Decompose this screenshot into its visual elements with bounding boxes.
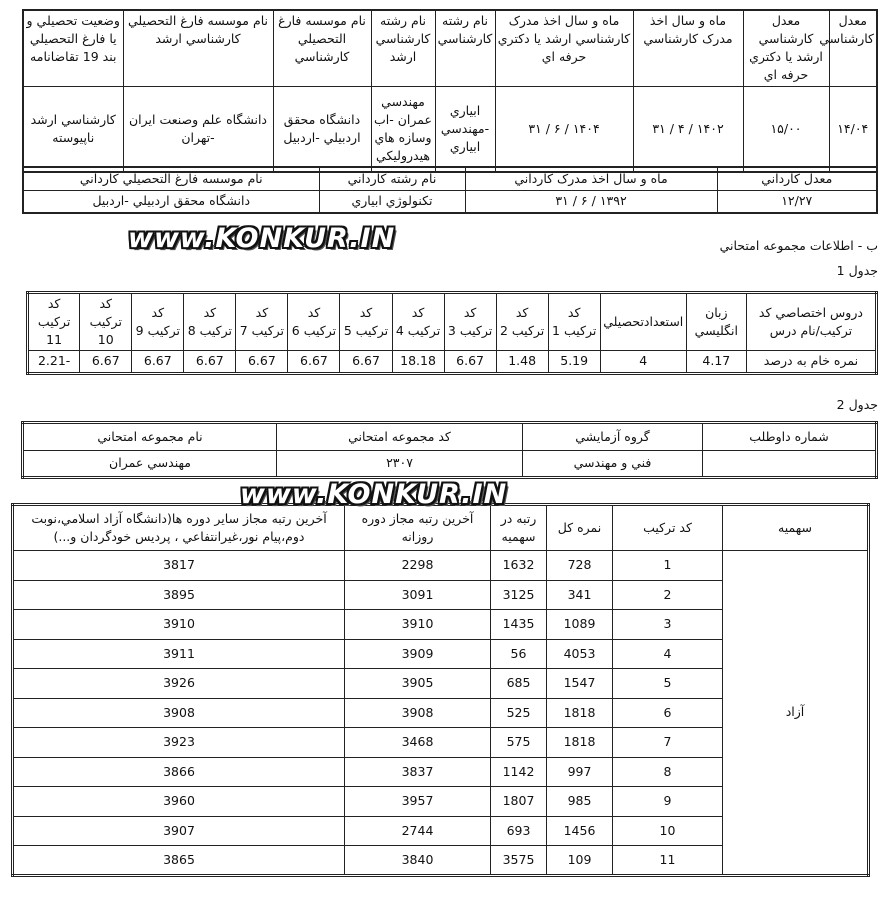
education-value: ۱۴/۰۴ [829, 86, 877, 172]
scores-header: کد ترکيب 8 [184, 293, 236, 351]
education-header: معدل کارشناسي [829, 10, 877, 86]
education-value: ۱۴۰۲ / ۴ / ۳۱ [633, 86, 743, 172]
exam-set-header-row [23, 423, 877, 451]
kardani-table [22, 166, 878, 214]
rank-cell-daily: 3905 [345, 669, 491, 699]
rank-cell-rank: 1142 [491, 757, 547, 787]
kardani-header-row [23, 167, 877, 190]
exam-set-header: نام مجموعه امتحاني [23, 423, 277, 451]
rank-cell-code: 3 [613, 610, 723, 640]
watermark-logo: www.KONKUR.IN [240, 479, 508, 510]
rank-cell-daily: 3840 [345, 846, 491, 876]
scores-header: کد ترکيب 7 [236, 293, 288, 351]
rank-cell-rank: 693 [491, 816, 547, 846]
section-b-title: ب - اطلاعات مجموعه امتحاني [719, 238, 878, 253]
rank-cell-other: 3910 [13, 610, 345, 640]
rank-cell-other: 3926 [13, 669, 345, 699]
exam-set-table [21, 421, 878, 479]
rank-header: آخرين رتبه مجاز ساير دوره ها(دانشگاه آزاد اسلامي،نوبت دوم،پيام نور،غيرانتفاعي ، پرديس خودگردان و...) [13, 505, 345, 551]
rank-cell-other: 3865 [13, 846, 345, 876]
rank-cell-total: 109 [547, 846, 613, 876]
scores-header: کد ترکيب 1 [548, 293, 600, 351]
exam-set-value: مهندسي عمران [23, 450, 277, 478]
education-value-row [23, 86, 877, 172]
scores-header-row [28, 293, 877, 351]
scores-value: 1.48 [496, 351, 548, 373]
rank-cell-daily: 3908 [345, 698, 491, 728]
rank-cell-other: 3907 [13, 816, 345, 846]
rank-cell-other: 3866 [13, 757, 345, 787]
exam-set-value-row [23, 450, 877, 478]
kardani-value: ۱۳۹۲ / ۶ / ۳۱ [465, 190, 717, 213]
rank-cell-other: 3908 [13, 698, 345, 728]
rank-table [11, 503, 870, 877]
education-header: ماه و سال اخذ مدرک کارشناسي ارشد يا دکتري حرفه اي [495, 10, 633, 86]
kardani-value: ۱۲/۲۷ [717, 190, 877, 213]
rank-cell-rank: 1807 [491, 787, 547, 817]
scores-header: کد ترکيب 6 [288, 293, 340, 351]
kardani-header: ماه و سال اخذ مدرک کارداني [465, 167, 717, 190]
rank-cell-total: 1456 [547, 816, 613, 846]
scores-header: کد ترکيب 2 [496, 293, 548, 351]
scores-value: 18.18 [392, 351, 444, 373]
education-header: معدل کارشناسي ارشد يا دکتري حرفه اي [743, 10, 829, 86]
rank-cell-code: 4 [613, 639, 723, 669]
rank-table-body [13, 505, 869, 876]
scores-value: 4 [600, 351, 686, 373]
rank-cell-total: 985 [547, 787, 613, 817]
rank-header: نمره کل [547, 505, 613, 551]
scores-header: استعدادتحصيلي [600, 293, 686, 351]
education-header: نام موسسه فارغ التحصيلي کارشناسي [273, 10, 371, 86]
rank-cell-daily: 3909 [345, 639, 491, 669]
exam-set-value [703, 450, 877, 478]
rank-cell-code: 11 [613, 846, 723, 876]
rank-cell-other: 3817 [13, 551, 345, 581]
rank-cell-daily: 3837 [345, 757, 491, 787]
rank-cell-rank: 1632 [491, 551, 547, 581]
rank-cell-daily: 3957 [345, 787, 491, 817]
education-value: کارشناسي ارشد ناپيوسته [23, 86, 123, 172]
rank-cell-rank: 56 [491, 639, 547, 669]
rank-header: رتبه در سهميه [491, 505, 547, 551]
rank-cell-daily: 3091 [345, 580, 491, 610]
scores-value: 6.67 [80, 351, 132, 373]
rank-cell-code: 10 [613, 816, 723, 846]
rank-cell-daily: 3468 [345, 728, 491, 758]
exam-set-header: شماره داوطلب [703, 423, 877, 451]
rank-cell-total: 4053 [547, 639, 613, 669]
rank-cell-code: 2 [613, 580, 723, 610]
education-header: ماه و سال اخذ مدرک کارشناسي [633, 10, 743, 86]
rank-cell-rank: 3575 [491, 846, 547, 876]
kardani-header: نام موسسه فارغ التحصيلي کارداني [23, 167, 319, 190]
table-row [13, 551, 869, 581]
scores-value: 5.19 [548, 351, 600, 373]
rank-cell-rank: 1435 [491, 610, 547, 640]
scores-value-row [28, 351, 877, 373]
education-header: نام رشته کارشناسي [435, 10, 495, 86]
kardani-header: معدل کارداني [717, 167, 877, 190]
scores-value: 6.67 [288, 351, 340, 373]
rank-cell-code: 6 [613, 698, 723, 728]
education-header-row [23, 10, 877, 86]
rank-cell-other: 3895 [13, 580, 345, 610]
scores-value: 6.67 [444, 351, 496, 373]
rank-cell-other: 3960 [13, 787, 345, 817]
education-value: دانشگاه محقق اردبيلي -اردبيل [273, 86, 371, 172]
rank-cell-total: 997 [547, 757, 613, 787]
rank-cell-other: 3911 [13, 639, 345, 669]
rank-cell-code: 7 [613, 728, 723, 758]
education-header: وضعيت تحصيلي و يا فارغ التحصيلي بند 19 تقاضانامه [23, 10, 123, 86]
rank-cell-other: 3923 [13, 728, 345, 758]
education-value: دانشگاه علم وصنعت ايران -تهران [123, 86, 273, 172]
education-header: نام موسسه فارغ التحصيلي کارشناسي ارشد [123, 10, 273, 86]
scores-header: کد ترکيب 11 [28, 293, 80, 351]
rank-cell-code: 8 [613, 757, 723, 787]
scores-value: 6.67 [340, 351, 392, 373]
scores-header: کد ترکيب 10 [80, 293, 132, 351]
kardani-header: نام رشته کارداني [319, 167, 465, 190]
rank-cell-total: 341 [547, 580, 613, 610]
exam-set-header: گروه آزمايشي [523, 423, 703, 451]
education-value: ۱۵/۰۰ [743, 86, 829, 172]
exam-set-value: فني و مهندسي [523, 450, 703, 478]
rank-cell-total: 1089 [547, 610, 613, 640]
scores-header: کد ترکيب 4 [392, 293, 444, 351]
scores-header: زبان انگليسي [686, 293, 746, 351]
education-value: ۱۴۰۴ / ۶ / ۳۱ [495, 86, 633, 172]
rank-header: کد ترکيب [613, 505, 723, 551]
rank-header: آخرين رتبه مجاز دوره روزانه [345, 505, 491, 551]
rank-cell-total: 1818 [547, 698, 613, 728]
education-value: مهندسي عمران -اب وسازه هاي هيدروليکي [371, 86, 435, 172]
scores-value: 6.67 [184, 351, 236, 373]
rank-header: سهميه [723, 505, 869, 551]
scores-value: 6.67 [236, 351, 288, 373]
rank-cell-daily: 2744 [345, 816, 491, 846]
quota-cell: آزاد [723, 551, 869, 876]
rank-cell-code: 5 [613, 669, 723, 699]
exam-set-header: کد مجموعه امتحاني [277, 423, 523, 451]
kardani-value: تکنولوژي ابياري [319, 190, 465, 213]
rank-cell-total: 1547 [547, 669, 613, 699]
rank-cell-rank: 575 [491, 728, 547, 758]
scores-header: کد ترکيب 9 [132, 293, 184, 351]
kardani-value-row [23, 190, 877, 213]
scores-header: کد ترکيب 3 [444, 293, 496, 351]
rank-cell-total: 728 [547, 551, 613, 581]
exam-set-value: ۲۳۰۷ [277, 450, 523, 478]
table1-label: جدول 1 [836, 263, 878, 278]
rank-cell-code: 9 [613, 787, 723, 817]
scores-value: -2.21 [28, 351, 80, 373]
scores-table [26, 291, 878, 375]
kardani-value: دانشگاه محقق اردبيلي -اردبيل [23, 190, 319, 213]
education-value: ابياري -مهندسي ابياري [435, 86, 495, 172]
education-header: نام رشته کارشناسي ارشد [371, 10, 435, 86]
scores-value: 6.67 [132, 351, 184, 373]
education-table [22, 9, 878, 173]
rank-cell-daily: 3910 [345, 610, 491, 640]
table2-label: جدول 2 [836, 397, 878, 412]
rank-header-row [13, 505, 869, 551]
rank-cell-daily: 2298 [345, 551, 491, 581]
scores-row-label: نمره خام به درصد [746, 351, 876, 373]
rank-cell-total: 1818 [547, 728, 613, 758]
scores-corner: دروس اختصاصي کد ترکيب/نام درس [746, 293, 876, 351]
rank-cell-code: 1 [613, 551, 723, 581]
scores-header: کد ترکيب 5 [340, 293, 392, 351]
rank-cell-rank: 525 [491, 698, 547, 728]
scores-value: 4.17 [686, 351, 746, 373]
watermark-logo: www.KONKUR.IN [128, 223, 396, 254]
rank-cell-rank: 3125 [491, 580, 547, 610]
rank-cell-rank: 685 [491, 669, 547, 699]
